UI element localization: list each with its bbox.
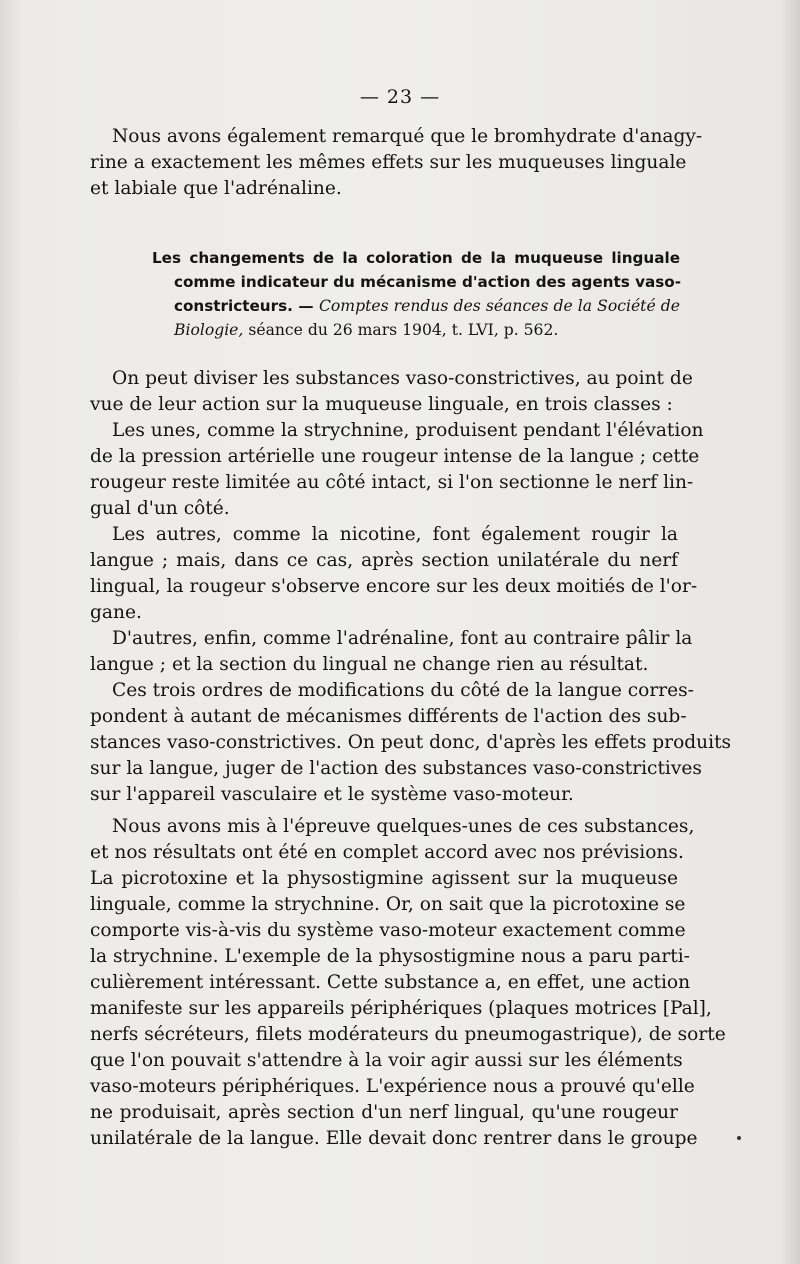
text-line: Les autres, comme la nicotine, font également rougir la [112,524,678,545]
body-paragraph-1 [90,366,693,418]
reference-journal-end: Biologie, [174,321,244,339]
ink-speck [737,1136,741,1140]
text-line: gual d'un côté. [90,498,230,519]
text-line: ne produisait, après section d'un nerf lingual, qu'une rougeur [90,1102,678,1123]
text-line: la strychnine. L'exemple de la physostigmine nous a paru parti- [90,946,690,967]
text-line: D'autres, enfin, comme l'adrénaline, font au contraire pâlir la [112,628,693,649]
text-line: culièrement intéressant. Cette substance a, en effet, une action [90,972,691,993]
reference-line-3 [152,294,680,318]
body-paragraph-3 [90,522,698,626]
text-line: comporte vis-à-vis du système vaso-moteur exactement comme [90,920,686,941]
text-line: et labiale que l'adrénaline. [90,178,342,199]
reference-citation: séance du 26 mars 1904, t. LVI, p. 562. [248,321,559,339]
reference-bold-part: constricteurs. — [174,297,314,315]
text-line: Les unes, comme la strychnine, produisent pendant l'élévation [112,420,704,441]
body-paragraph-2 [90,418,704,522]
text-line: lingual, la rougeur s'observe encore sur les deux moitiés de l'or- [90,576,698,597]
text-line: sur la langue, juger de l'action des substances vaso-constrictives [90,758,702,779]
text-line: pondent à autant de mécanismes différents de l'action des sub- [90,706,687,727]
text-line: manifeste sur les appareils périphériques (plaques motrices [Pal], [90,998,712,1019]
text-line: linguale, comme la strychnine. Or, on sait que la picrotoxine se [90,894,686,915]
text-line: de la pression artérielle une rougeur intense de la langue ; cette [90,446,700,467]
body-paragraph-6 [90,814,726,1152]
reference-line-2: comme indicateur du mécanisme d'action des agents vaso- [174,273,682,291]
text-line: vue de leur action sur la muqueuse linguale, en trois classes : [90,394,673,415]
text-line: Nous avons mis à l'épreuve quelques-unes de ces substances, [112,816,695,837]
reference-title [152,246,680,342]
body-paragraph-5 [90,678,732,808]
text-line: Ces trois ordres de modifications du côté de la langue corres- [112,680,694,701]
text-line: gane. [90,602,142,623]
reference-line-4 [152,318,680,342]
body-paragraph-4 [90,626,693,678]
text-line: sur l'appareil vasculaire et le système vaso-moteur. [90,784,574,805]
text-line: stances vaso-constrictives. On peut donc, d'après les effets produits [90,732,732,753]
page-number: — 23 — [359,86,441,108]
text-line: Nous avons également remarqué que le bromhydrate d'anagy- [112,126,703,147]
text-line: langue ; mais, dans ce cas, après section unilatérale du nerf [90,550,678,571]
text-line: rine a exactement les mêmes effets sur les muqueuses linguale [90,152,687,173]
intro-paragraph [90,124,703,202]
text-line: vaso-moteurs périphériques. L'expérience nous a prouvé qu'elle [90,1076,695,1097]
text-line: et nos résultats ont été en complet accord avec nos prévisions. [90,842,684,863]
text-line: que l'on pouvait s'attendre à la voir agir aussi sur les éléments [90,1050,683,1071]
text-line: rougeur reste limitée au côté intact, si l'on sectionne le nerf lin- [90,472,694,493]
reference-line-1: Les changements de la coloration de la muqueuse linguale [152,249,680,267]
text-line: nerfs sécréteurs, filets modérateurs du pneumogastrique), de sorte [90,1024,726,1045]
text-line: unilatérale de la langue. Elle devait donc rentrer dans le groupe [90,1128,698,1149]
text-line: On peut diviser les substances vaso-constrictives, au point de [112,368,693,389]
text-line: langue ; et la section du lingual ne change rien au résultat. [90,654,649,675]
reference-journal: Comptes rendus des séances de la Société de [318,297,680,315]
text-line: La picrotoxine et la physostigmine agissent sur la muqueuse [90,868,678,889]
